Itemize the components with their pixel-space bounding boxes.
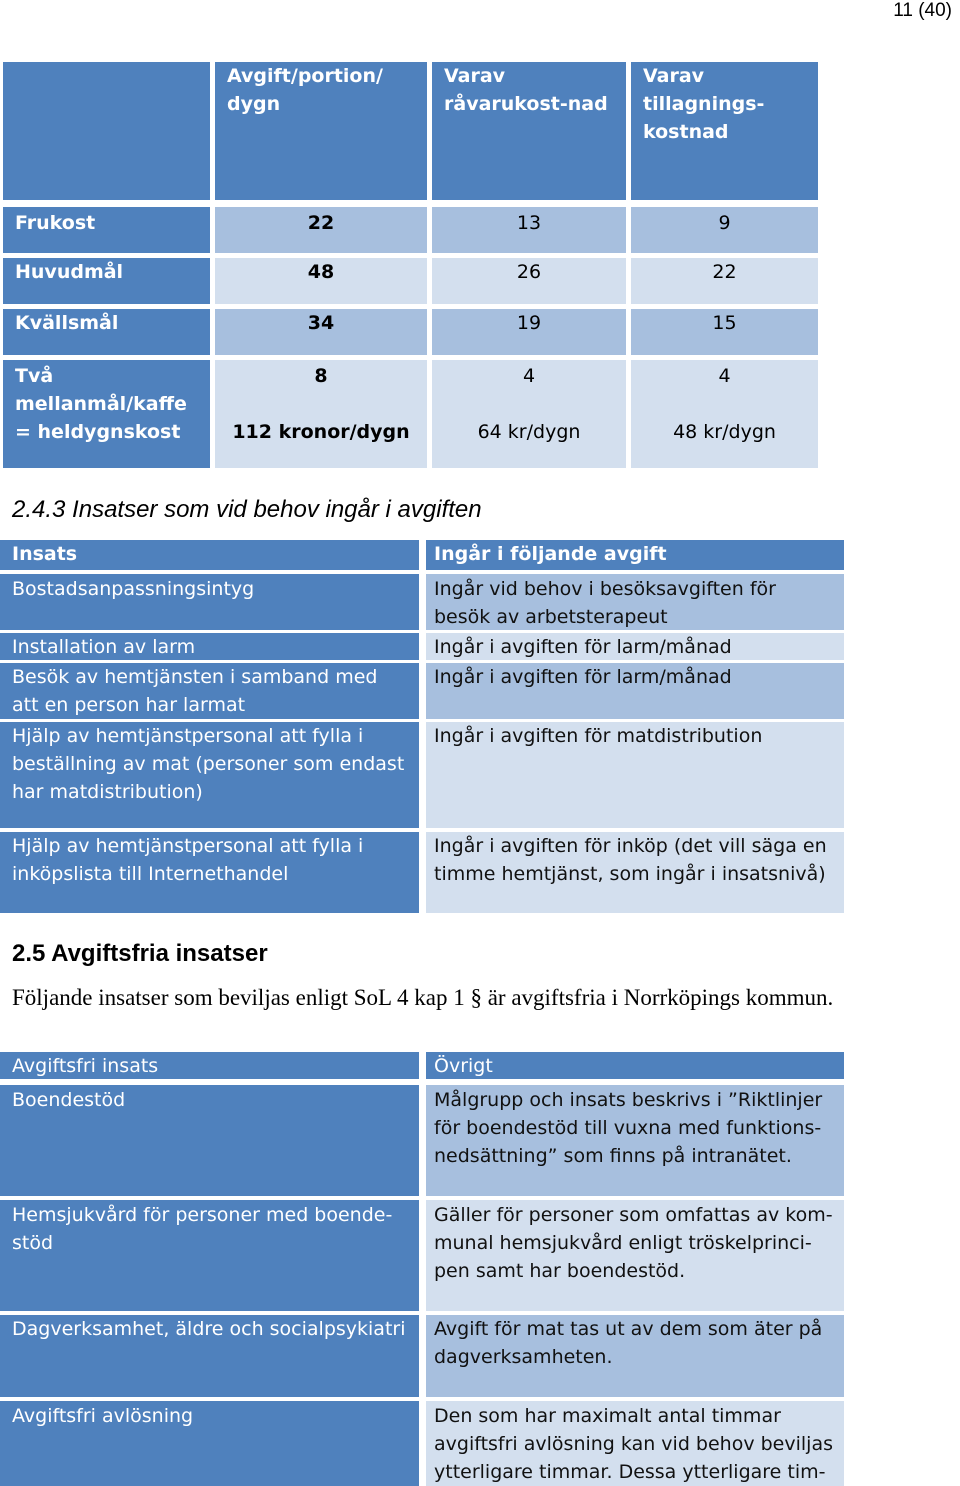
fee-table-header-fee: Avgift/portion/ dygn [215, 62, 427, 200]
fee-row-label: Kvällsmål [3, 309, 210, 355]
total-label: = heldygnskost [15, 421, 181, 443]
table-row-right: Ingår vid behov i besöksavgiften för besök av arbetsterapeut [426, 574, 844, 630]
table-row-right: Målgrupp och insats beskrivs i ”Riktlinjer för boendestöd till vuxna med funktions-nedsättning” som finns på intranätet. [426, 1085, 844, 1196]
total-raw: 64 kr/dygn [477, 421, 581, 443]
fee-row-label: Frukost [3, 207, 210, 253]
raw-cell-snacks-total: 4 64 kr/dygn [432, 360, 626, 468]
table-row-left: Dagverksamhet, äldre och socialpsykiatri [0, 1315, 419, 1397]
fee-cell: 34 [215, 309, 427, 355]
table-header-avgiftsfri-insats: Avgiftsfri insats [0, 1052, 419, 1079]
table-row-right: Ingår i avgiften för larm/månad [426, 663, 844, 719]
raw-cost-cell: 13 [432, 207, 626, 253]
table-row-left: Hemsjukvård för personer med boende-stöd [0, 1200, 419, 1311]
section-heading-25: 2.5 Avgiftsfria insatser [12, 940, 268, 967]
table-row-left: Hjälp av hemtjänstpersonal att fylla i beställning av mat (personer som endast har matdistribution) [0, 722, 419, 828]
prep-cost-cell: 15 [631, 309, 818, 355]
raw-cost-cell: 26 [432, 258, 626, 304]
table-row-left: Boendestöd [0, 1085, 419, 1196]
table-row-right: Ingår i avgiften för matdistribution [426, 722, 844, 828]
table-row-right: Avgift för mat tas ut av dem som äter på dagverksamheten. [426, 1315, 844, 1397]
total-fee: 112 kronor/dygn [232, 421, 410, 443]
table-header-ovrigt: Övrigt [426, 1052, 844, 1079]
fee-cell: 22 [215, 207, 427, 253]
fee-row-label: Huvudmål [3, 258, 210, 304]
fee-table-header-raw: Varav råvarukost-nad [432, 62, 626, 200]
table-row-left: Installation av larm [0, 633, 419, 660]
table-row-right: Ingår i avgiften för inköp (det vill säga en timme hemtjänst, som ingår i insatsnivå) [426, 832, 844, 913]
section-paragraph-25: Följande insatser som beviljas enligt SoL 4 kap 1 § är avgiftsfria i Norrköpings kommun. [12, 985, 834, 1010]
table-row-left: Besök av hemtjänsten i samband med att en person har larmat [0, 663, 419, 719]
section-heading-243: 2.4.3 Insatser som vid behov ingår i avgiften [12, 496, 482, 523]
fee-cell-snacks-total: 8 112 kronor/dygn [215, 360, 427, 468]
raw-cost-cell: 19 [432, 309, 626, 355]
fee-row-label-snacks: Två mellanmål/kaffe = heldygnskost [3, 360, 210, 468]
prep-cell-snacks-total: 4 48 kr/dygn [631, 360, 818, 468]
table-row-left: Bostadsanpassningsintyg [0, 574, 419, 630]
table-row-left: Avgiftsfri avlösning [0, 1401, 419, 1486]
table-row-right: Gäller för personer som omfattas av kom-munal hemsjukvård enligt tröskelprinci-pen samt har boendestöd. [426, 1200, 844, 1311]
table-row-right: Ingår i avgiften för larm/månad [426, 633, 844, 660]
table-row-left: Hjälp av hemtjänstpersonal att fylla i inköpslista till Internethandel [0, 832, 419, 913]
prep-cost-cell: 9 [631, 207, 818, 253]
total-prep: 48 kr/dygn [673, 421, 776, 443]
table-row-right: Den som har maximalt antal timmar avgiftsfri avlösning kan vid behov beviljas ytterligare timmar. Dessa ytterligare tim- [426, 1401, 844, 1486]
prep-cost-cell: 22 [631, 258, 818, 304]
fee-cell: 48 [215, 258, 427, 304]
table-header-avgift: Ingår i följande avgift [426, 540, 844, 570]
fee-table-header-empty [3, 62, 210, 200]
fee-table-header-prep: Varav tillagnings-kostnad [631, 62, 818, 200]
page-number: 11 (40) [893, 0, 952, 21]
table-header-insats: Insats [0, 540, 419, 570]
